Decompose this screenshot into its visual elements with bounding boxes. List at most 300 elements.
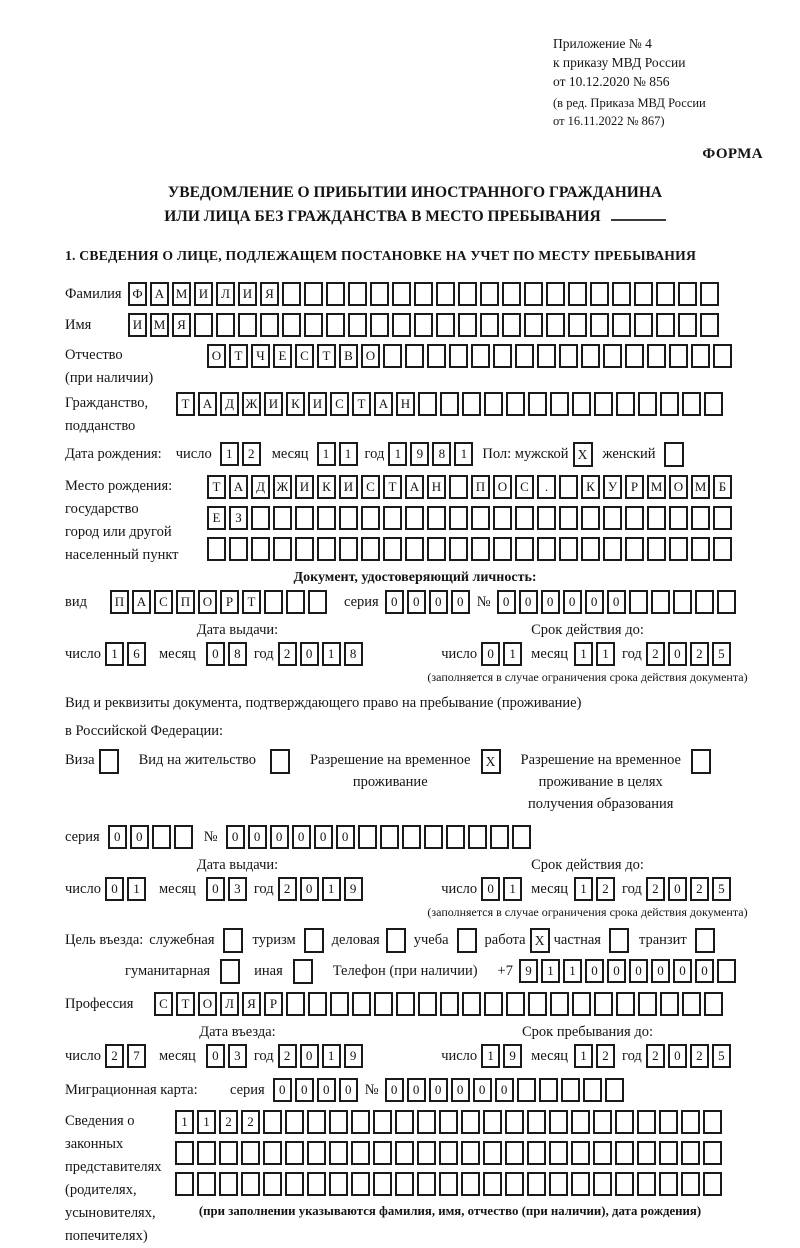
- form-cell[interactable]: [517, 1078, 536, 1102]
- form-cell[interactable]: [461, 1141, 480, 1165]
- form-cell[interactable]: [559, 537, 578, 561]
- form-cell[interactable]: 1: [574, 877, 593, 901]
- form-cell[interactable]: [483, 1141, 502, 1165]
- form-cell[interactable]: [559, 475, 578, 499]
- form-cell[interactable]: 0: [295, 1078, 314, 1102]
- form-cell[interactable]: [241, 1141, 260, 1165]
- form-cell[interactable]: [260, 313, 279, 337]
- form-cell[interactable]: [462, 392, 481, 416]
- form-cell[interactable]: [583, 1078, 602, 1102]
- form-cell[interactable]: И: [339, 475, 358, 499]
- form-cell[interactable]: 1: [175, 1110, 194, 1134]
- form-cell[interactable]: [317, 537, 336, 561]
- form-cell[interactable]: [329, 1172, 348, 1196]
- form-cell[interactable]: П: [110, 590, 129, 614]
- form-cell[interactable]: Р: [264, 992, 283, 1016]
- form-cell[interactable]: [647, 344, 666, 368]
- form-cell[interactable]: [590, 313, 609, 337]
- form-cell[interactable]: Я: [260, 282, 279, 306]
- form-cell[interactable]: 5: [712, 642, 731, 666]
- form-cell[interactable]: [439, 1141, 458, 1165]
- form-cell[interactable]: 8: [432, 442, 451, 466]
- form-cell[interactable]: 0: [270, 825, 289, 849]
- form-cell[interactable]: 2: [278, 1044, 297, 1068]
- form-cell[interactable]: 5: [712, 877, 731, 901]
- form-cell[interactable]: [396, 992, 415, 1016]
- form-cell[interactable]: [461, 1172, 480, 1196]
- form-cell[interactable]: [651, 590, 670, 614]
- form-cell[interactable]: [490, 825, 509, 849]
- purpose-humanitarian-checkbox[interactable]: [220, 959, 240, 984]
- form-cell[interactable]: 1: [339, 442, 358, 466]
- form-cell[interactable]: 0: [248, 825, 267, 849]
- form-cell[interactable]: [351, 1141, 370, 1165]
- purpose-tourism-checkbox[interactable]: [304, 928, 324, 953]
- form-cell[interactable]: [471, 537, 490, 561]
- form-cell[interactable]: 1: [127, 877, 146, 901]
- form-cell[interactable]: [527, 1110, 546, 1134]
- form-cell[interactable]: [634, 282, 653, 306]
- form-cell[interactable]: И: [295, 475, 314, 499]
- form-cell[interactable]: [380, 825, 399, 849]
- form-cell[interactable]: [625, 506, 644, 530]
- form-cell[interactable]: [392, 282, 411, 306]
- form-cell[interactable]: 1: [197, 1110, 216, 1134]
- form-cell[interactable]: 0: [495, 1078, 514, 1102]
- form-cell[interactable]: [219, 1141, 238, 1165]
- form-cell[interactable]: [502, 282, 521, 306]
- form-cell[interactable]: [704, 992, 723, 1016]
- form-cell[interactable]: Р: [220, 590, 239, 614]
- form-cell[interactable]: 0: [607, 959, 626, 983]
- form-cell[interactable]: [414, 282, 433, 306]
- form-cell[interactable]: [593, 1110, 612, 1134]
- form-cell[interactable]: [593, 1172, 612, 1196]
- form-cell[interactable]: [304, 313, 323, 337]
- form-cell[interactable]: [483, 1172, 502, 1196]
- form-cell[interactable]: С: [330, 392, 349, 416]
- form-cell[interactable]: О: [493, 475, 512, 499]
- form-cell[interactable]: [528, 992, 547, 1016]
- form-cell[interactable]: А: [150, 282, 169, 306]
- form-cell[interactable]: [197, 1141, 216, 1165]
- form-cell[interactable]: Д: [251, 475, 270, 499]
- purpose-work-checkbox[interactable]: X: [530, 928, 550, 953]
- form-cell[interactable]: [383, 344, 402, 368]
- form-cell[interactable]: 2: [596, 877, 615, 901]
- form-cell[interactable]: [402, 825, 421, 849]
- form-cell[interactable]: Р: [625, 475, 644, 499]
- form-cell[interactable]: 8: [228, 642, 247, 666]
- form-cell[interactable]: 2: [278, 642, 297, 666]
- form-cell[interactable]: 9: [344, 1044, 363, 1068]
- form-cell[interactable]: [152, 825, 171, 849]
- form-cell[interactable]: [282, 282, 301, 306]
- form-cell[interactable]: [295, 506, 314, 530]
- form-cell[interactable]: [351, 1172, 370, 1196]
- form-cell[interactable]: 1: [574, 642, 593, 666]
- form-cell[interactable]: 0: [292, 825, 311, 849]
- form-cell[interactable]: [361, 537, 380, 561]
- form-cell[interactable]: А: [198, 392, 217, 416]
- form-cell[interactable]: [329, 1110, 348, 1134]
- form-cell[interactable]: [669, 506, 688, 530]
- form-cell[interactable]: 0: [541, 590, 560, 614]
- form-cell[interactable]: Т: [383, 475, 402, 499]
- form-cell[interactable]: [615, 1110, 634, 1134]
- form-cell[interactable]: Ф: [128, 282, 147, 306]
- form-cell[interactable]: [414, 313, 433, 337]
- form-cell[interactable]: 0: [563, 590, 582, 614]
- form-cell[interactable]: П: [176, 590, 195, 614]
- form-cell[interactable]: Н: [427, 475, 446, 499]
- form-cell[interactable]: И: [128, 313, 147, 337]
- form-cell[interactable]: 0: [206, 877, 225, 901]
- form-cell[interactable]: 0: [105, 877, 124, 901]
- form-cell[interactable]: [370, 282, 389, 306]
- form-cell[interactable]: [449, 475, 468, 499]
- form-cell[interactable]: [505, 1172, 524, 1196]
- form-cell[interactable]: Л: [220, 992, 239, 1016]
- form-cell[interactable]: М: [647, 475, 666, 499]
- form-cell[interactable]: О: [198, 590, 217, 614]
- form-cell[interactable]: Я: [242, 992, 261, 1016]
- form-cell[interactable]: 1: [322, 642, 341, 666]
- form-cell[interactable]: [515, 537, 534, 561]
- form-cell[interactable]: [505, 1110, 524, 1134]
- form-cell[interactable]: [713, 537, 732, 561]
- form-cell[interactable]: [681, 1141, 700, 1165]
- form-cell[interactable]: 2: [646, 1044, 665, 1068]
- form-cell[interactable]: 0: [339, 1078, 358, 1102]
- form-cell[interactable]: [515, 506, 534, 530]
- form-cell[interactable]: [568, 313, 587, 337]
- form-cell[interactable]: 1: [563, 959, 582, 983]
- form-cell[interactable]: [358, 825, 377, 849]
- form-cell[interactable]: Т: [242, 590, 261, 614]
- form-cell[interactable]: [446, 825, 465, 849]
- form-cell[interactable]: [229, 537, 248, 561]
- form-cell[interactable]: С: [361, 475, 380, 499]
- form-cell[interactable]: 0: [273, 1078, 292, 1102]
- form-cell[interactable]: [238, 313, 257, 337]
- form-cell[interactable]: [370, 313, 389, 337]
- form-cell[interactable]: [207, 537, 226, 561]
- form-cell[interactable]: [263, 1172, 282, 1196]
- form-cell[interactable]: О: [669, 475, 688, 499]
- form-cell[interactable]: .: [537, 475, 556, 499]
- form-cell[interactable]: [703, 1141, 722, 1165]
- form-cell[interactable]: [285, 1110, 304, 1134]
- form-cell[interactable]: [174, 825, 193, 849]
- form-cell[interactable]: 9: [344, 877, 363, 901]
- residence-permit-checkbox[interactable]: [270, 749, 290, 774]
- form-cell[interactable]: [637, 1110, 656, 1134]
- form-cell[interactable]: [660, 392, 679, 416]
- form-cell[interactable]: [673, 590, 692, 614]
- form-cell[interactable]: 3: [228, 1044, 247, 1068]
- form-cell[interactable]: [383, 506, 402, 530]
- form-cell[interactable]: 0: [695, 959, 714, 983]
- form-cell[interactable]: [669, 344, 688, 368]
- form-cell[interactable]: [263, 1141, 282, 1165]
- form-cell[interactable]: [175, 1141, 194, 1165]
- form-cell[interactable]: [373, 1110, 392, 1134]
- form-cell[interactable]: [681, 1110, 700, 1134]
- form-cell[interactable]: 2: [105, 1044, 124, 1068]
- form-cell[interactable]: 0: [130, 825, 149, 849]
- form-cell[interactable]: 0: [385, 590, 404, 614]
- form-cell[interactable]: С: [295, 344, 314, 368]
- form-cell[interactable]: [572, 992, 591, 1016]
- form-cell[interactable]: [493, 344, 512, 368]
- form-cell[interactable]: [427, 344, 446, 368]
- form-cell[interactable]: [427, 537, 446, 561]
- form-cell[interactable]: 0: [668, 1044, 687, 1068]
- form-cell[interactable]: [348, 282, 367, 306]
- form-cell[interactable]: 0: [317, 1078, 336, 1102]
- form-cell[interactable]: [571, 1172, 590, 1196]
- form-cell[interactable]: [216, 313, 235, 337]
- form-cell[interactable]: Д: [220, 392, 239, 416]
- form-cell[interactable]: 2: [596, 1044, 615, 1068]
- form-cell[interactable]: [691, 506, 710, 530]
- form-cell[interactable]: 6: [127, 642, 146, 666]
- form-cell[interactable]: [483, 1110, 502, 1134]
- form-cell[interactable]: 9: [503, 1044, 522, 1068]
- form-cell[interactable]: 0: [336, 825, 355, 849]
- form-cell[interactable]: [559, 506, 578, 530]
- sex-male-checkbox[interactable]: X: [573, 442, 593, 467]
- form-cell[interactable]: [471, 344, 490, 368]
- form-cell[interactable]: [713, 506, 732, 530]
- form-cell[interactable]: 1: [220, 442, 239, 466]
- form-cell[interactable]: 0: [429, 590, 448, 614]
- form-cell[interactable]: [374, 992, 393, 1016]
- form-cell[interactable]: [637, 1172, 656, 1196]
- form-cell[interactable]: [550, 392, 569, 416]
- form-cell[interactable]: 0: [673, 959, 692, 983]
- form-cell[interactable]: [449, 537, 468, 561]
- form-cell[interactable]: [717, 959, 736, 983]
- form-cell[interactable]: 1: [322, 1044, 341, 1068]
- form-cell[interactable]: [405, 344, 424, 368]
- form-cell[interactable]: [505, 1141, 524, 1165]
- form-cell[interactable]: О: [207, 344, 226, 368]
- form-cell[interactable]: [197, 1172, 216, 1196]
- form-cell[interactable]: [512, 825, 531, 849]
- form-cell[interactable]: [329, 1141, 348, 1165]
- form-cell[interactable]: [537, 344, 556, 368]
- form-cell[interactable]: 0: [451, 590, 470, 614]
- form-cell[interactable]: [537, 506, 556, 530]
- form-cell[interactable]: [581, 344, 600, 368]
- form-cell[interactable]: [682, 392, 701, 416]
- form-cell[interactable]: [339, 537, 358, 561]
- form-cell[interactable]: [462, 992, 481, 1016]
- form-cell[interactable]: [317, 506, 336, 530]
- form-cell[interactable]: [605, 1078, 624, 1102]
- form-cell[interactable]: [594, 992, 613, 1016]
- form-cell[interactable]: 0: [300, 642, 319, 666]
- form-cell[interactable]: С: [154, 590, 173, 614]
- sex-female-checkbox[interactable]: [664, 442, 684, 467]
- form-cell[interactable]: 3: [228, 877, 247, 901]
- form-cell[interactable]: К: [581, 475, 600, 499]
- form-cell[interactable]: Т: [207, 475, 226, 499]
- form-cell[interactable]: [612, 313, 631, 337]
- form-cell[interactable]: [546, 282, 565, 306]
- form-cell[interactable]: [273, 506, 292, 530]
- form-cell[interactable]: [616, 992, 635, 1016]
- form-cell[interactable]: [273, 537, 292, 561]
- form-cell[interactable]: 8: [344, 642, 363, 666]
- form-cell[interactable]: [480, 313, 499, 337]
- form-cell[interactable]: [286, 992, 305, 1016]
- form-cell[interactable]: [678, 282, 697, 306]
- form-cell[interactable]: [348, 313, 367, 337]
- form-cell[interactable]: [603, 537, 622, 561]
- form-cell[interactable]: [440, 392, 459, 416]
- form-cell[interactable]: А: [132, 590, 151, 614]
- form-cell[interactable]: [537, 537, 556, 561]
- form-cell[interactable]: [638, 992, 657, 1016]
- form-cell[interactable]: [703, 1110, 722, 1134]
- temporary-residence-education-checkbox[interactable]: [691, 749, 711, 774]
- form-cell[interactable]: [307, 1110, 326, 1134]
- form-cell[interactable]: [659, 1141, 678, 1165]
- form-cell[interactable]: [373, 1141, 392, 1165]
- form-cell[interactable]: [638, 392, 657, 416]
- form-cell[interactable]: [549, 1110, 568, 1134]
- form-cell[interactable]: [417, 1110, 436, 1134]
- form-cell[interactable]: 0: [607, 590, 626, 614]
- form-cell[interactable]: 1: [317, 442, 336, 466]
- form-cell[interactable]: О: [361, 344, 380, 368]
- form-cell[interactable]: [392, 313, 411, 337]
- form-cell[interactable]: Т: [352, 392, 371, 416]
- form-cell[interactable]: 1: [574, 1044, 593, 1068]
- form-cell[interactable]: [659, 1172, 678, 1196]
- form-cell[interactable]: [629, 590, 648, 614]
- form-cell[interactable]: [339, 506, 358, 530]
- form-cell[interactable]: [695, 590, 714, 614]
- form-cell[interactable]: [417, 1172, 436, 1196]
- form-cell[interactable]: [524, 282, 543, 306]
- form-cell[interactable]: [458, 282, 477, 306]
- form-cell[interactable]: [304, 282, 323, 306]
- visa-checkbox[interactable]: [99, 749, 119, 774]
- form-cell[interactable]: 0: [108, 825, 127, 849]
- form-cell[interactable]: 5: [712, 1044, 731, 1068]
- form-cell[interactable]: Е: [273, 344, 292, 368]
- form-cell[interactable]: [572, 392, 591, 416]
- form-cell[interactable]: [449, 344, 468, 368]
- form-cell[interactable]: [660, 992, 679, 1016]
- form-cell[interactable]: [471, 506, 490, 530]
- form-cell[interactable]: [395, 1172, 414, 1196]
- form-cell[interactable]: 1: [596, 642, 615, 666]
- form-cell[interactable]: 1: [503, 877, 522, 901]
- form-cell[interactable]: [634, 313, 653, 337]
- form-cell[interactable]: [295, 537, 314, 561]
- form-cell[interactable]: [616, 392, 635, 416]
- form-cell[interactable]: 0: [206, 642, 225, 666]
- form-cell[interactable]: [436, 313, 455, 337]
- form-cell[interactable]: [550, 992, 569, 1016]
- form-cell[interactable]: 0: [206, 1044, 225, 1068]
- form-cell[interactable]: [637, 1141, 656, 1165]
- form-cell[interactable]: 7: [127, 1044, 146, 1068]
- form-cell[interactable]: [286, 590, 305, 614]
- form-cell[interactable]: [669, 537, 688, 561]
- form-cell[interactable]: Б: [713, 475, 732, 499]
- form-cell[interactable]: [581, 537, 600, 561]
- form-cell[interactable]: [439, 1172, 458, 1196]
- form-cell[interactable]: [615, 1172, 634, 1196]
- form-cell[interactable]: [461, 1110, 480, 1134]
- form-cell[interactable]: Ж: [273, 475, 292, 499]
- form-cell[interactable]: [682, 992, 701, 1016]
- form-cell[interactable]: 0: [300, 1044, 319, 1068]
- form-cell[interactable]: 2: [690, 1044, 709, 1068]
- form-cell[interactable]: [527, 1141, 546, 1165]
- form-cell[interactable]: А: [405, 475, 424, 499]
- form-cell[interactable]: [468, 825, 487, 849]
- form-cell[interactable]: [549, 1141, 568, 1165]
- form-cell[interactable]: [194, 313, 213, 337]
- form-cell[interactable]: 0: [497, 590, 516, 614]
- form-cell[interactable]: [678, 313, 697, 337]
- purpose-study-checkbox[interactable]: [457, 928, 477, 953]
- form-cell[interactable]: [383, 537, 402, 561]
- form-cell[interactable]: [351, 1110, 370, 1134]
- form-cell[interactable]: [656, 282, 675, 306]
- form-cell[interactable]: [418, 992, 437, 1016]
- form-cell[interactable]: 0: [407, 1078, 426, 1102]
- form-cell[interactable]: 1: [541, 959, 560, 983]
- form-cell[interactable]: М: [691, 475, 710, 499]
- form-cell[interactable]: [493, 506, 512, 530]
- form-cell[interactable]: 1: [503, 642, 522, 666]
- form-cell[interactable]: [330, 992, 349, 1016]
- form-cell[interactable]: С: [154, 992, 173, 1016]
- form-cell[interactable]: [593, 1141, 612, 1165]
- form-cell[interactable]: [263, 1110, 282, 1134]
- form-cell[interactable]: 2: [690, 642, 709, 666]
- form-cell[interactable]: [361, 506, 380, 530]
- form-cell[interactable]: [308, 590, 327, 614]
- form-cell[interactable]: [264, 590, 283, 614]
- form-cell[interactable]: 0: [314, 825, 333, 849]
- form-cell[interactable]: [704, 392, 723, 416]
- form-cell[interactable]: [285, 1141, 304, 1165]
- form-cell[interactable]: 2: [219, 1110, 238, 1134]
- form-cell[interactable]: [440, 992, 459, 1016]
- form-cell[interactable]: [484, 392, 503, 416]
- form-cell[interactable]: И: [194, 282, 213, 306]
- form-cell[interactable]: У: [603, 475, 622, 499]
- form-cell[interactable]: [571, 1110, 590, 1134]
- form-cell[interactable]: И: [238, 282, 257, 306]
- form-cell[interactable]: [546, 313, 565, 337]
- form-cell[interactable]: О: [198, 992, 217, 1016]
- form-cell[interactable]: 1: [322, 877, 341, 901]
- form-cell[interactable]: [506, 392, 525, 416]
- form-cell[interactable]: [700, 313, 719, 337]
- form-cell[interactable]: Т: [317, 344, 336, 368]
- form-cell[interactable]: 0: [385, 1078, 404, 1102]
